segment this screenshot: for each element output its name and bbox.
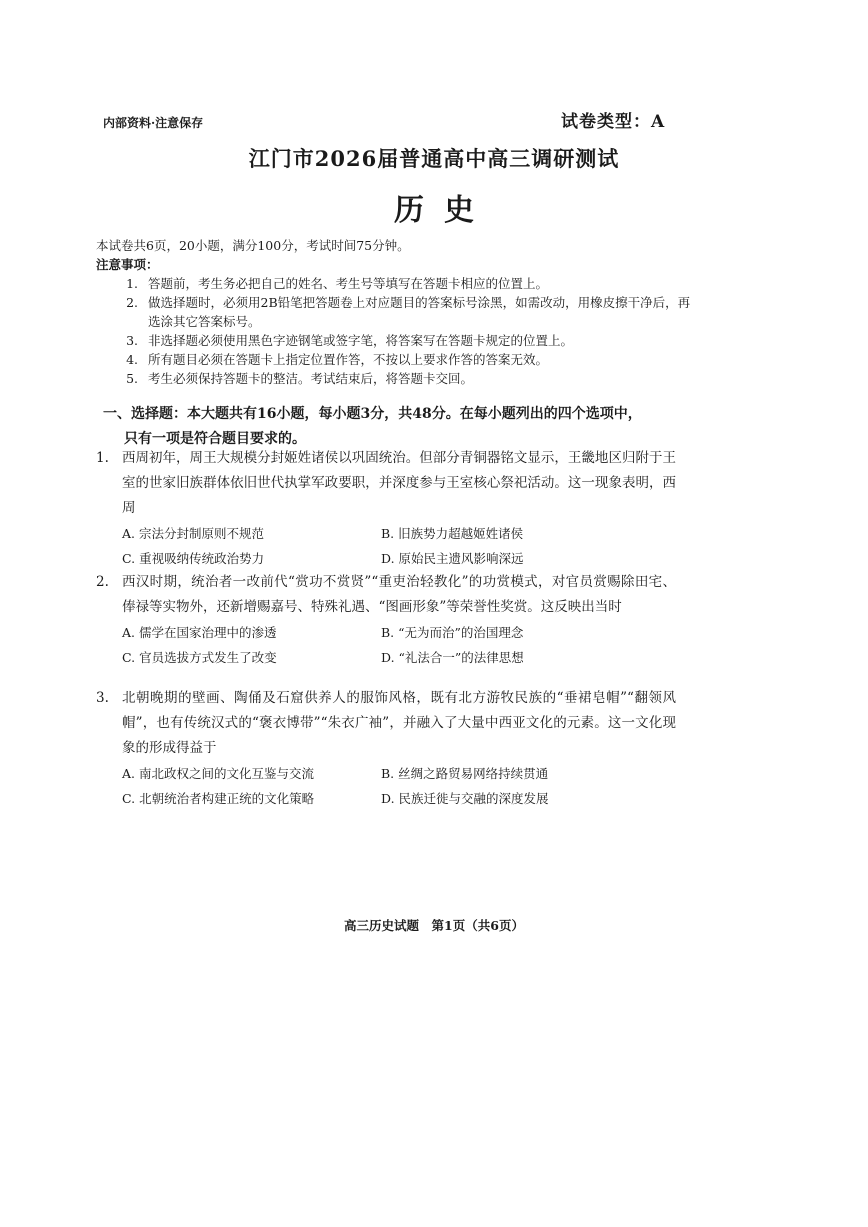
question-stem: 北朝晚期的壁画、陶俑及石窟供养人的服饰风格，既有北方游牧民族的“垂裙皂帽”“翻领风帽”，也有传统汉式的“褒衣博带”“朱衣广袖”，并融入了大量中西亚文化的元素。这一文化现象的形成得益于 — [122, 690, 676, 756]
section-heading-line2: 只有一项是符合题目要求的。 — [124, 431, 306, 447]
page-footer: 高三历史试题 第1页（共6页） — [344, 918, 524, 933]
section-heading — [103, 402, 693, 452]
notice-num: 5. — [126, 371, 138, 386]
option-b: B. 丝绸之路贸易网络持续贯通 — [381, 766, 549, 781]
question-stem: 西周初年，周王大规模分封姬姓诸侯以巩固统治。但部分青铜器铭文显示，王畿地区归附于王室的世家旧族群体依旧世代执掌军政要职，并深度参与王室核心祭祀活动。这一现象表明，西周 — [122, 450, 676, 516]
notice-item — [96, 350, 696, 369]
exam-title: 江门市2026届普通高中高三调研测试 — [248, 146, 620, 171]
option-b: B. “无为而治”的治国理念 — [381, 625, 524, 640]
question-options — [122, 620, 676, 670]
notice-item — [96, 274, 696, 293]
notice-item — [96, 369, 696, 388]
question-number: 1. — [96, 450, 109, 466]
notice-text: 所有题目必须在答题卡上指定位置作答，不按以上要求作答的答案无效。 — [148, 352, 549, 367]
option-a: A. 南北政权之间的文化互鉴与交流 — [122, 766, 314, 781]
notice-list — [96, 274, 696, 388]
question-2 — [96, 570, 676, 670]
notice-text: 非选择题必须使用黑色字迹钢笔或签字笔，将答案写在答题卡规定的位置上。 — [148, 333, 574, 348]
question-number: 2. — [96, 574, 109, 590]
question-number: 3. — [96, 690, 109, 706]
option-c: C. 重视吸纳传统政治势力 — [122, 551, 265, 566]
option-c: C. 北朝统治者构建正统的文化策略 — [122, 791, 315, 806]
option-a: A. 宗法分封制原则不规范 — [122, 526, 264, 541]
option-c: C. 官员选拔方式发生了改变 — [122, 650, 277, 665]
option-b: B. 旧族势力超越姬姓诸侯 — [381, 526, 524, 541]
question-stem: 西汉时期，统治者一改前代“赏功不赏贤”“重吏治轻教化”的功赏模式，对官员赏赐除田宅、俸禄等实物外，还新增赐嘉号、特殊礼遇、“图画形象”等荣誉性奖赏。这反映出当时 — [122, 574, 676, 615]
notice-num: 2. — [126, 295, 138, 310]
paper-type-label: 试卷类型：A — [561, 112, 666, 132]
notice-num: 4. — [126, 352, 138, 367]
option-d: D. “礼法合一”的法律思想 — [381, 650, 524, 665]
section-heading-line1: 一、选择题：本大题共有16小题，每小题3分，共48分。在每小题列出的四个选项中， — [103, 406, 642, 422]
option-d: D. 原始民主遗风影响深远 — [381, 551, 524, 566]
notice-text: 答题前，考生务必把自己的姓名、考生号等填写在答题卡相应的位置上。 — [148, 276, 549, 291]
notice-item — [96, 293, 696, 331]
exam-intro: 本试卷共6页，20小题，满分100分，考试时间75分钟。 — [96, 238, 410, 253]
question-options — [122, 521, 676, 571]
notice-num: 3. — [126, 333, 138, 348]
notice-heading: 注意事项： — [96, 257, 159, 272]
subject-heading: 历史 — [394, 193, 494, 228]
internal-material-label: 内部资料·注意保存 — [103, 116, 204, 130]
question-options — [122, 761, 676, 811]
notice-text: 做选择题时，必须用2B铅笔把答题卷上对应题目的答案标号涂黑，如需改动，用橡皮擦干净后，再选涂其它答案标号。 — [148, 295, 691, 329]
option-d: D. 民族迁徙与交融的深度发展 — [381, 791, 549, 806]
option-a: A. 儒学在国家治理中的渗透 — [122, 625, 277, 640]
question-1 — [96, 446, 676, 571]
notice-text: 考生必须保持答题卡的整洁。考试结束后，将答题卡交回。 — [148, 371, 474, 386]
notice-item — [96, 331, 696, 350]
notice-num: 1. — [126, 276, 138, 291]
question-3 — [96, 686, 676, 811]
